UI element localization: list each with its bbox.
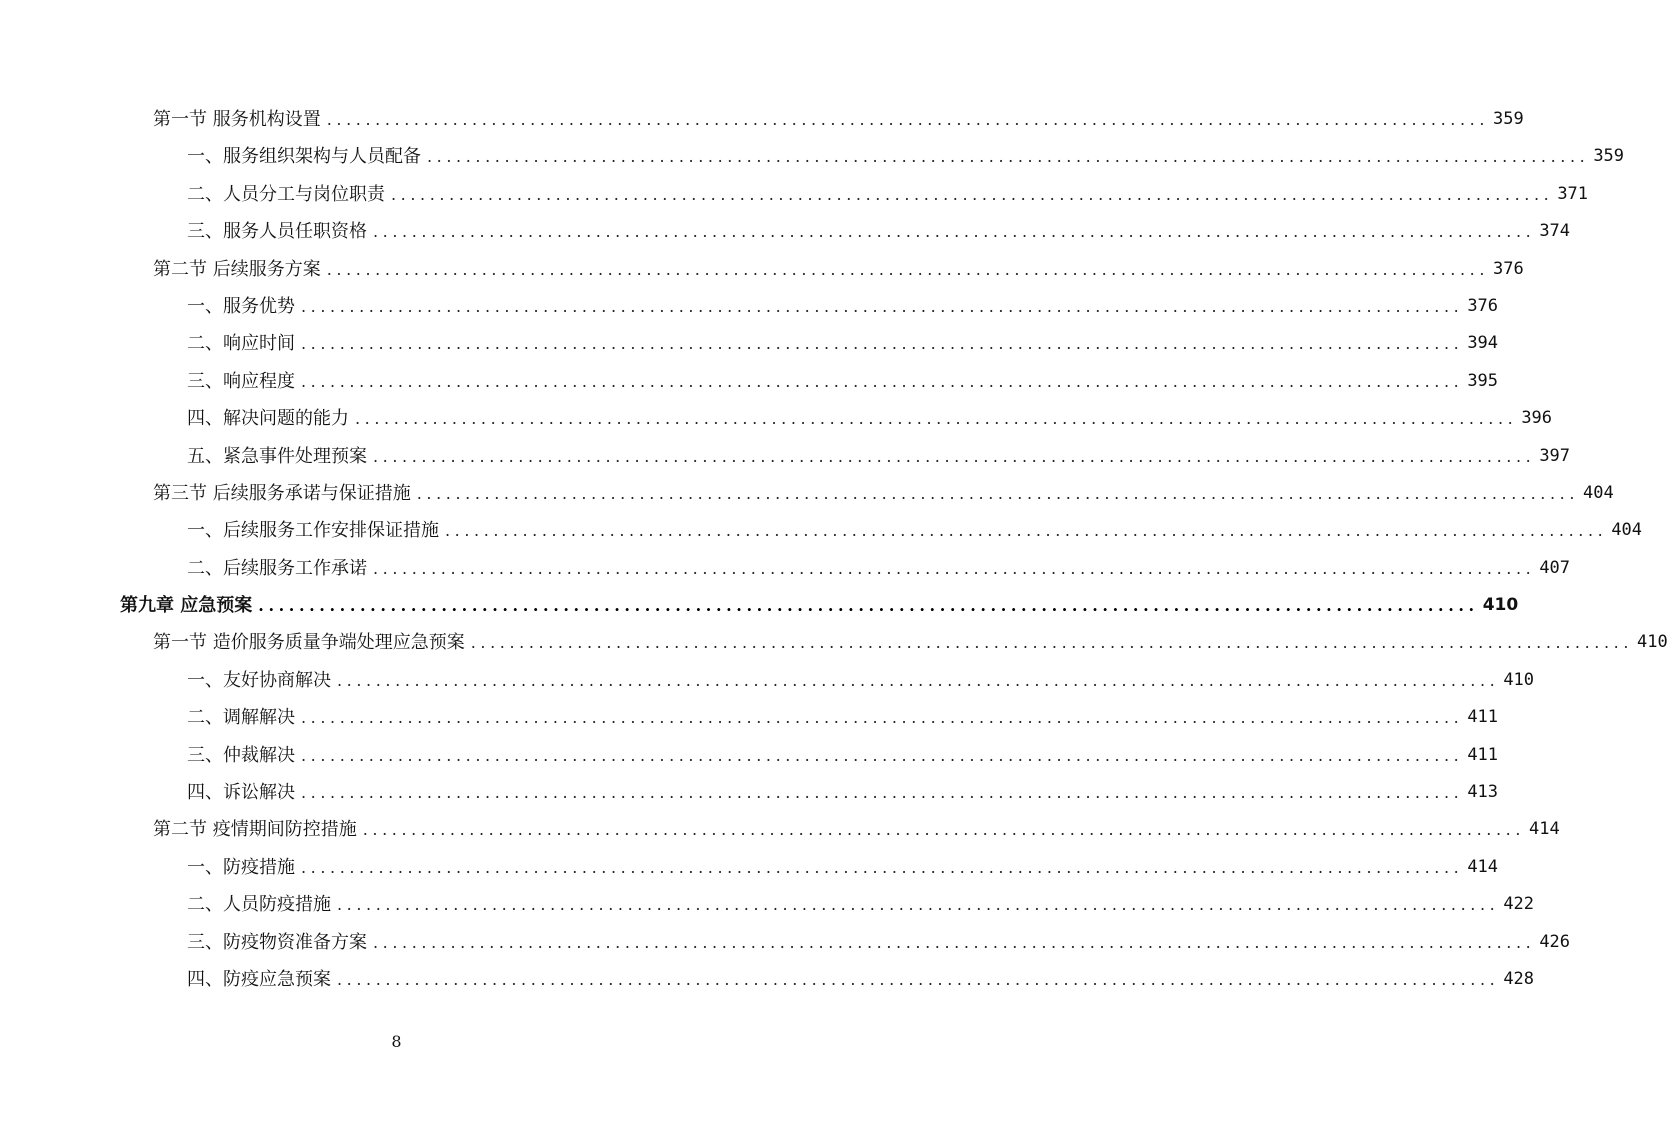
toc-entry-page: 397: [1539, 445, 1571, 466]
toc-subsection-entry[interactable]: [0, 213, 1571, 250]
dot-leader: ........................................................................................................................: [427, 147, 1590, 167]
toc-entry-page: 359: [1593, 146, 1625, 167]
toc-entry-label: 第二节 疫情期间防控措施: [153, 811, 363, 848]
dot-leader: ........................................................................................................................: [355, 409, 1518, 429]
toc-entry-page: 411: [1467, 707, 1499, 728]
dot-leader: ........................................................................................................................: [258, 596, 1479, 616]
dot-leader: ........................................................................................................................: [301, 334, 1464, 354]
toc-entry-page: 395: [1467, 370, 1499, 391]
toc-subsection-entry[interactable]: [0, 886, 1535, 923]
dot-leader: ........................................................................................................................: [326, 259, 1490, 279]
toc-entry-label: 三、防疫物资准备方案: [187, 924, 373, 961]
dot-leader: ........................................................................................................................: [416, 483, 1580, 503]
toc-subsection-entry[interactable]: [0, 325, 1499, 362]
toc-subsection-entry[interactable]: [0, 662, 1535, 699]
toc-entry-label: 三、仲裁解决: [187, 737, 301, 774]
toc-section-entry[interactable]: [0, 811, 1560, 848]
toc-subsection-entry[interactable]: [0, 363, 1499, 400]
toc-entry-page: 394: [1467, 333, 1499, 354]
toc-entry-label: 三、服务人员任职资格: [187, 213, 373, 250]
toc-entry-page: 426: [1539, 931, 1571, 952]
toc-entry-page: 396: [1521, 408, 1553, 429]
toc-subsection-entry[interactable]: [0, 400, 1553, 437]
toc-entry-page: 374: [1539, 221, 1571, 242]
toc-entry-page: 411: [1467, 744, 1499, 765]
toc-entry-label: 第二节 后续服务方案: [153, 251, 327, 288]
toc-subsection-entry[interactable]: [0, 288, 1499, 325]
dot-leader: ........................................................................................................................: [373, 446, 1536, 466]
dot-leader: ........................................................................................................................: [301, 296, 1464, 316]
toc-subsection-entry[interactable]: [0, 512, 1643, 549]
toc-entry-label: 一、友好协商解决: [187, 662, 337, 699]
toc-entry-page: 410: [1637, 632, 1668, 653]
toc-entry-page: 413: [1467, 782, 1499, 803]
toc-entry-page: 359: [1493, 109, 1524, 129]
dot-leader: ........................................................................................................................: [373, 222, 1536, 242]
toc-entry-page: 414: [1529, 819, 1560, 840]
toc-entry-page: 376: [1493, 258, 1524, 279]
toc-subsection-entry[interactable]: [0, 550, 1571, 587]
dot-leader: ........................................................................................................................: [470, 633, 1634, 653]
toc-entry-label: 三、响应程度: [187, 363, 301, 400]
toc-entry-label: 第一节 服务机构设置: [153, 101, 327, 138]
dot-leader: ........................................................................................................................: [301, 783, 1464, 803]
toc-entry-page: 371: [1557, 183, 1589, 204]
toc-entry-page: 410: [1503, 669, 1535, 690]
toc-entry-label: 二、人员分工与岗位职责: [187, 176, 391, 213]
toc-subsection-entry[interactable]: [0, 924, 1571, 961]
toc-chapter-entry[interactable]: [0, 587, 1519, 624]
toc-entry-label: 一、服务优势: [187, 288, 301, 325]
toc-entry-page: 414: [1467, 856, 1499, 877]
toc-entry-label: 第一节 造价服务质量争端处理应急预案: [153, 624, 471, 661]
toc-entry-page: 404: [1583, 482, 1614, 503]
toc-section-entry[interactable]: [0, 251, 1524, 288]
toc-subsection-entry[interactable]: [0, 176, 1589, 213]
dot-leader: ........................................................................................................................: [301, 371, 1464, 391]
toc-section-entry[interactable]: [0, 475, 1614, 512]
toc-entry-page: 376: [1467, 295, 1499, 316]
toc-entry-label: 四、防疫应急预案: [187, 961, 337, 998]
toc-entry-label: 一、后续服务工作安排保证措施: [187, 512, 445, 549]
dot-leader: ........................................................................................................................: [373, 558, 1536, 578]
toc-entry-page: 404: [1611, 520, 1643, 541]
dot-leader: ........................................................................................................................: [301, 857, 1464, 877]
dot-leader: ........................................................................................................................: [337, 895, 1500, 915]
toc-subsection-entry[interactable]: [0, 438, 1571, 475]
toc-entry-label: 一、服务组织架构与人员配备: [187, 138, 427, 175]
toc-subsection-entry[interactable]: [0, 961, 1535, 998]
toc-subsection-entry[interactable]: [0, 138, 1625, 175]
toc-entry-label: 五、紧急事件处理预案: [187, 438, 373, 475]
dot-leader: ........................................................................................................................: [391, 184, 1554, 204]
toc-entry-label: 二、调解解决: [187, 699, 301, 736]
toc-entry-label: 第九章 应急预案: [120, 587, 258, 624]
toc-entry-label: 四、解决问题的能力: [187, 400, 355, 437]
toc-entry-page: 422: [1503, 894, 1535, 915]
toc-subsection-entry[interactable]: [0, 774, 1499, 811]
dot-leader: ........................................................................................................................: [362, 820, 1526, 840]
dot-leader: ........................................................................................................................: [301, 745, 1464, 765]
toc-section-entry[interactable]: [0, 624, 1668, 661]
toc-entry-label: 二、后续服务工作承诺: [187, 550, 373, 587]
toc-section-entry[interactable]: [0, 101, 1524, 138]
dot-leader: ........................................................................................................................: [326, 110, 1490, 129]
dot-leader: ........................................................................................................................: [337, 969, 1500, 989]
toc-entry-label: 第三节 后续服务承诺与保证措施: [153, 475, 417, 512]
dot-leader: ........................................................................................................................: [445, 521, 1608, 541]
toc-entry-label: 一、防疫措施: [187, 849, 301, 886]
dot-leader: ........................................................................................................................: [373, 932, 1536, 952]
dot-leader: ........................................................................................................................: [337, 670, 1500, 690]
toc-subsection-entry[interactable]: [0, 849, 1499, 886]
toc-entry-page: 428: [1503, 968, 1535, 989]
page-number: 8: [391, 1032, 402, 1051]
table-of-contents: [0, 101, 1668, 998]
toc-subsection-entry[interactable]: [0, 737, 1499, 774]
dot-leader: ........................................................................................................................: [301, 708, 1464, 728]
toc-entry-page: 407: [1539, 557, 1571, 578]
toc-entry-label: 二、人员防疫措施: [187, 886, 337, 923]
toc-subsection-entry[interactable]: [0, 699, 1499, 736]
toc-entry-label: 四、诉讼解决: [187, 774, 301, 811]
toc-entry-label: 二、响应时间: [187, 325, 301, 362]
toc-entry-page: 410: [1482, 595, 1519, 616]
